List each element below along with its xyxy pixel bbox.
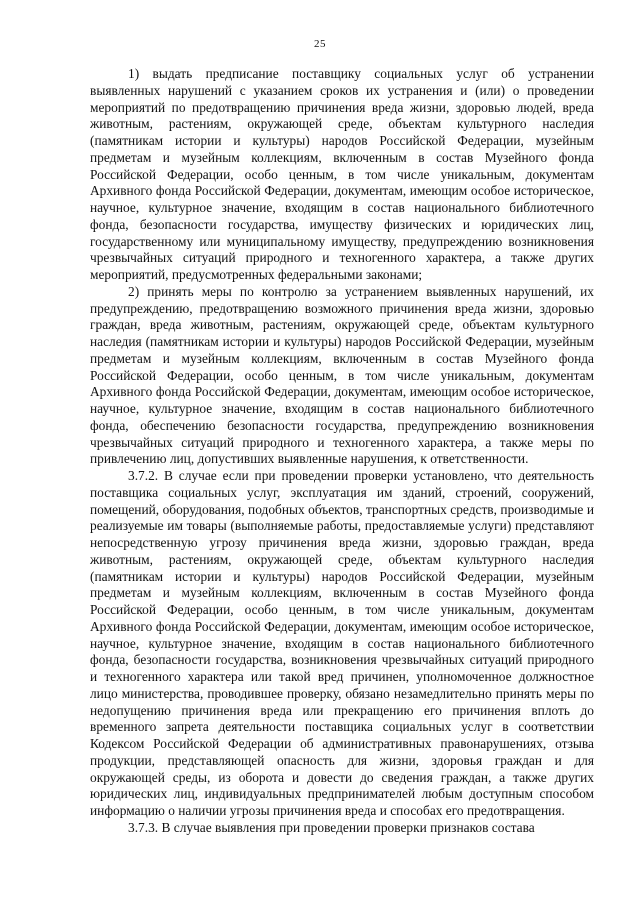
page-number: 25	[314, 38, 326, 50]
paragraph-section-3-7-2: 3.7.2. В случае если при проведении проверки установлено, что деятельность поставщика социальных услуг, эксплуатация им зданий, строений, сооружений, помещений, оборудования, подобных объектов, транспортных средств, производимые и реализуемые им товары (выполняемые работы, предоставляемые услуги) представляют непосредственную угрозу причинения вреда жизни, здоровью граждан, вреда животным, растениям, окружающей среде, объектам культурного наследия (памятникам истории и культуры) народов Российской Федерации, музейным предметам и музейным коллекциям, включенным в состав Музейного фонда Российской Федерации, особо ценным, в том числе уникальным, документам Архивного фонда Российской Федерации, документам, имеющим особое историческое, научное, культурное значение, входящим в состав национального библиотечного фонда, безопасности государства, возникновения чрезвычайных ситуаций природного и техногенного характера или такой вред причинен, уполномоченное должностное лицо министерства, проводившее проверку, обязано незамедлительно принять меры по недопущению причинения вреда или прекращению его причинения вплоть до временного запрета деятельности поставщика социальных услуг в соответствии Кодексом Российской Федерации об административных правонарушениях, отзыва продукции, представляющей опасность для жизни, здоровья граждан и для окружающей среды, из оборота и довести до сведения граждан, а также других юридических лиц, индивидуальных предпринимателей любым доступным способом информацию о наличии угрозы причинения вреда и способах его предотвращения.	[90, 468, 594, 818]
paragraph-section-3-7-3: 3.7.3. В случае выявления при проведении проверки признаков состава	[128, 819, 535, 835]
paragraph-item-1: 1) выдать предписание поставщику социальных услуг об устранении выявленных нарушений с указанием сроков их устранения и (или) о проведении мероприятий по предотвращению причинения вреда жизни, здоровью людей, вреда животным, растениям, окружающей среде, объектам культурного наследия (памятникам истории и культуры) народов Российской Федерации, музейным предметам и музейным коллекциям, включенным в состав Музейного фонда Российской Федерации, особо ценным, в том числе уникальным, документам Архивного фонда Российской Федерации, документам, имеющим особое историческое, научное, культурное значение, входящим в состав национального библиотечного фонда, безопасности государства, имуществу физических и юридических лиц, государственному или муниципальному имуществу, предупреждению возникновения чрезвычайных ситуаций природного и техногенного характера, а также других мероприятий, предусмотренных федеральными законами;	[90, 66, 594, 282]
document-body	[90, 66, 594, 837]
paragraph-item-2: 2) принять меры по контролю за устранением выявленных нарушений, их предупреждению, предотвращению возможного причинения вреда жизни, здоровью граждан, вреда животным, растениям, окружающей среде, объектам культурного наследия (памятникам истории и культуры) народов Российской Федерации, музейным предметам и музейным коллекциям, включенным в состав Музейного фонда Российской Федерации, особо ценным, в том числе уникальным, документам Архивного фонда Российской Федерации, документам, имеющим особое историческое, научное, культурное значение, входящим в состав национального библиотечного фонда, обеспечению безопасности государства, предупреждению возникновения чрезвычайных ситуаций природного и техногенного характера, а также меры по привлечению лиц, допустивших выявленные нарушения, к ответственности.	[90, 283, 594, 467]
